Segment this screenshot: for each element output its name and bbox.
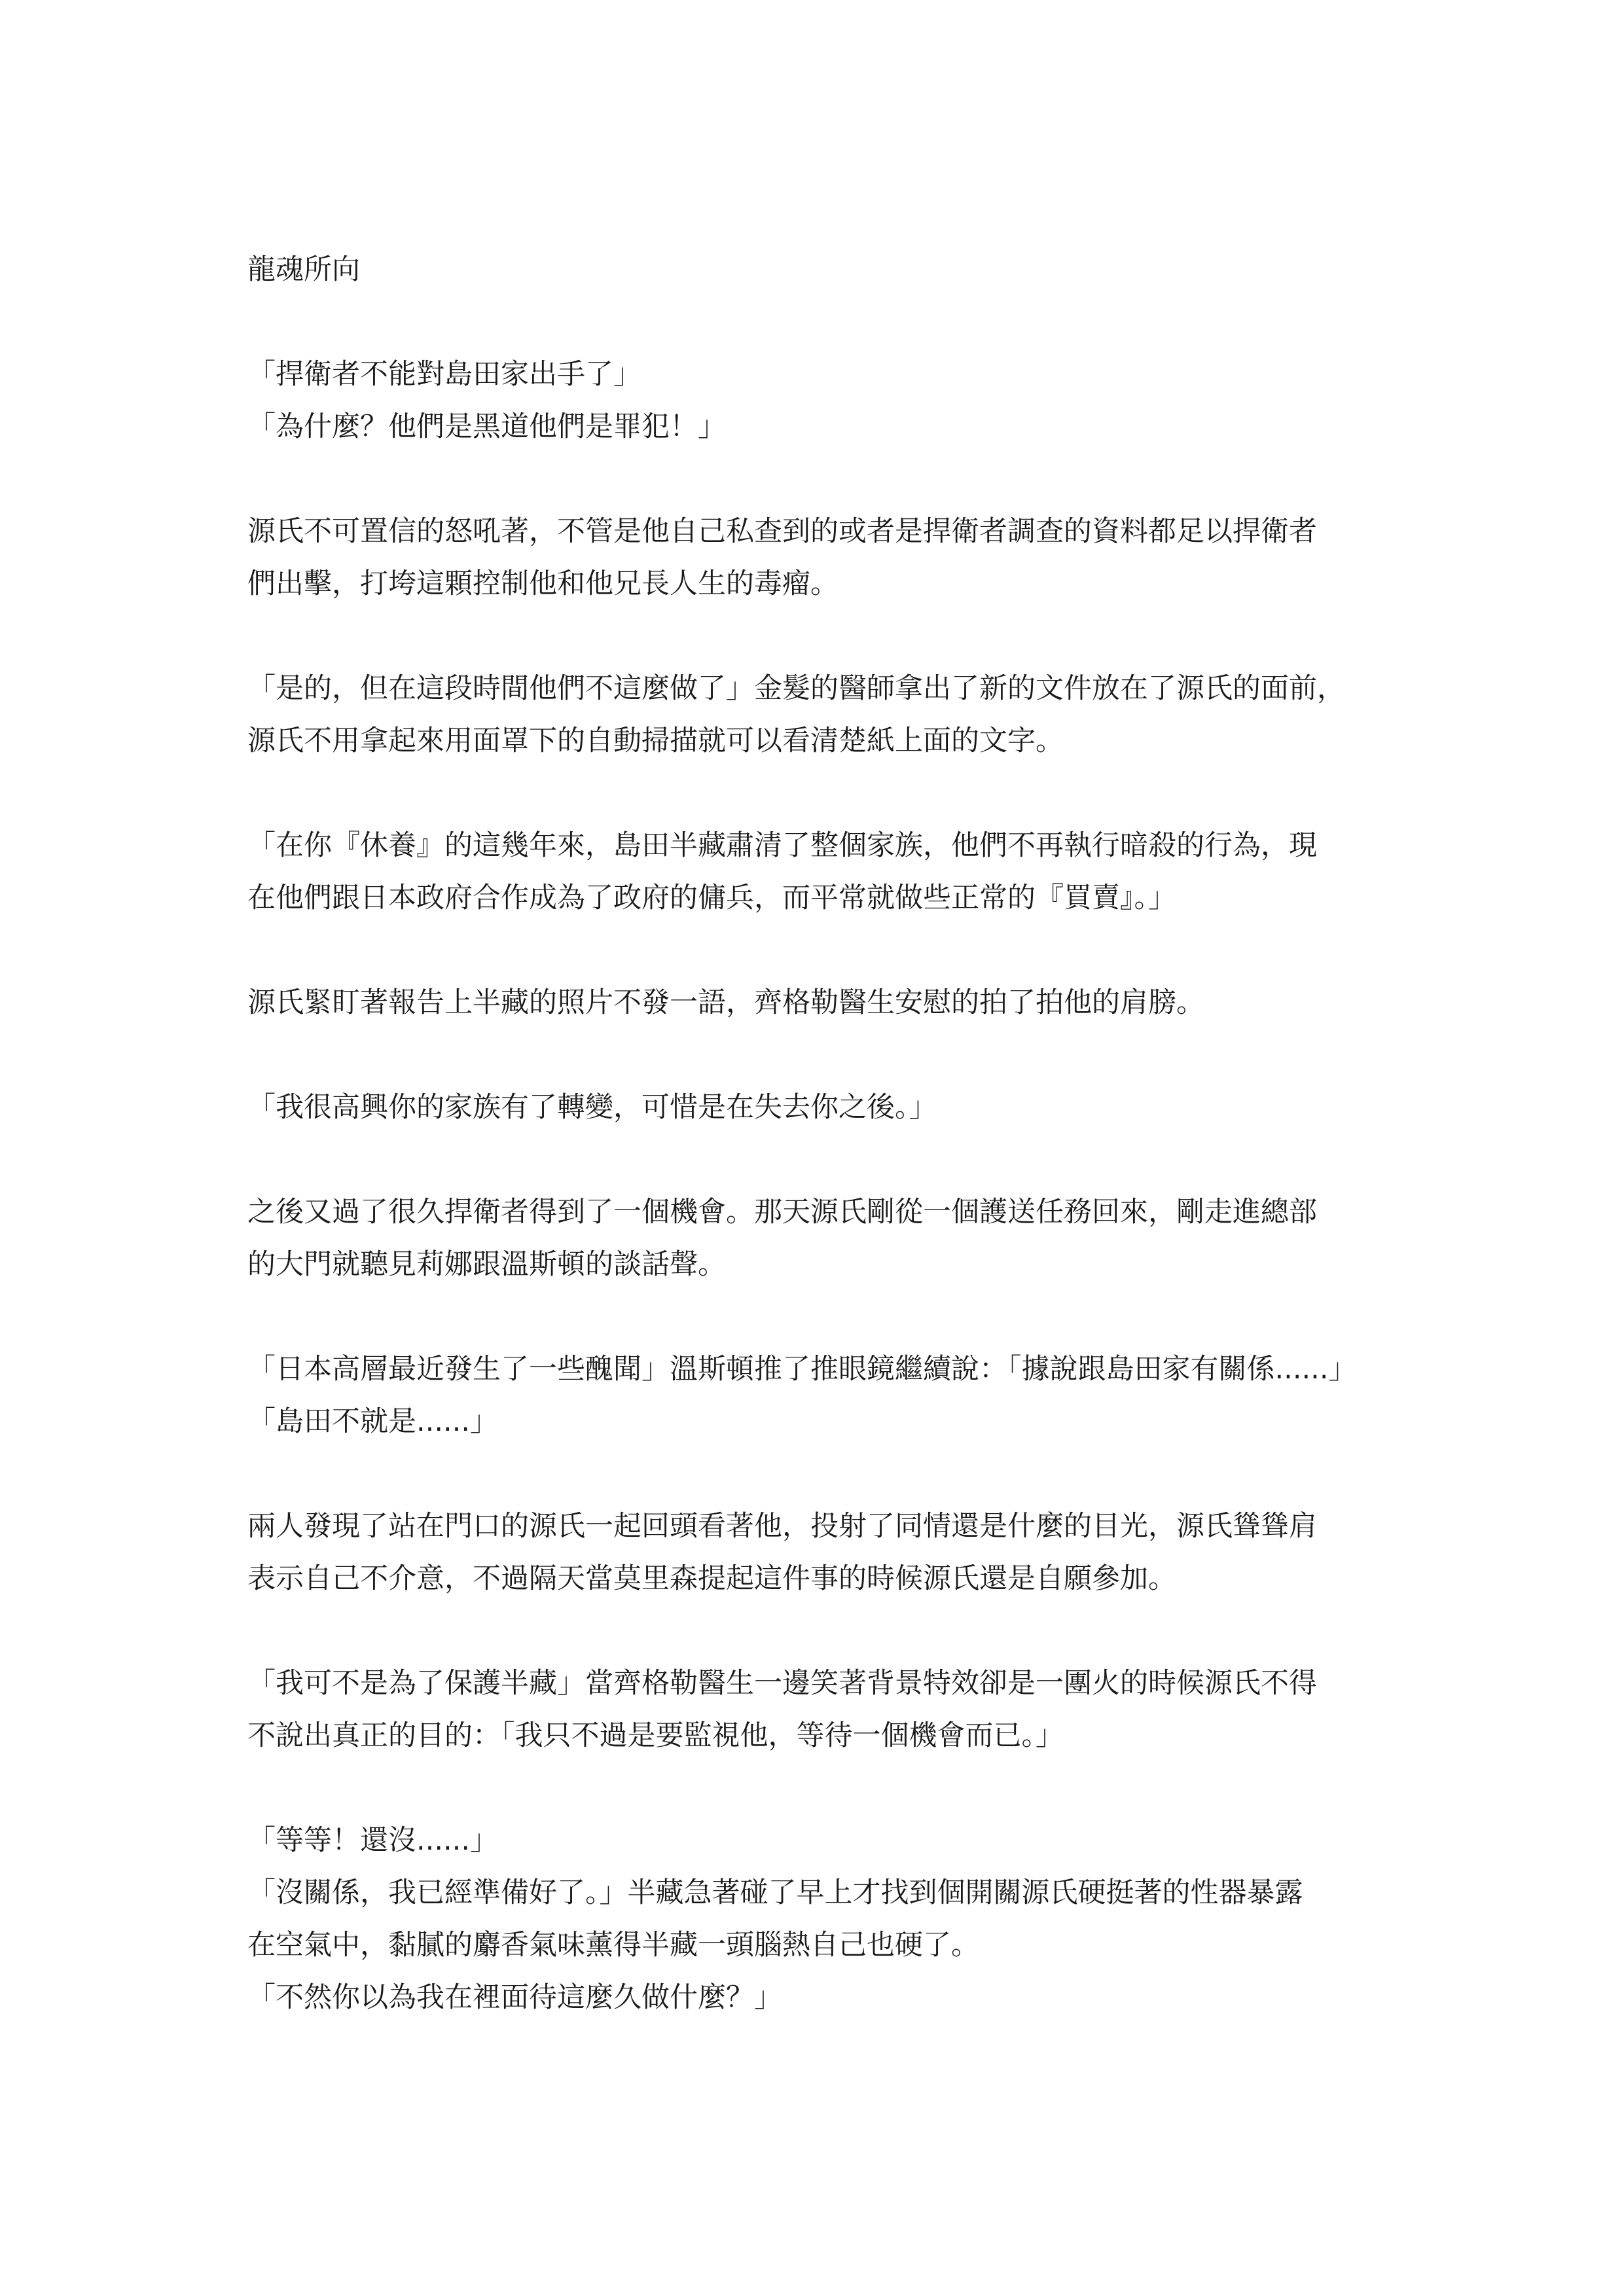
text-line: 表示自己不介意，不過隔天當莫里森提起這件事的時候源氏還是自願參加。 [247,1562,1176,1595]
text-line: 「我很高興你的家族有了轉變，可惜是在失去你之後。」 [247,1091,937,1124]
document-title: 龍魂所向 [247,253,360,286]
text-line: 源氏緊盯著報告上半藏的照片不發一語，齊格勒醫生安慰的拍了拍他的肩膀。 [247,986,1204,1019]
paragraph [247,348,1399,453]
text-line: 「是的，但在這段時間他們不這麼做了」金髮的醫師拿出了新的文件放在了源氏的面前， [247,672,1345,705]
paragraph [247,1814,1399,2024]
text-line: 在空氣中，黏膩的麝香氣味薰得半藏一頭腦熱自己也硬了。 [247,1929,979,1962]
text-line: 「沒關係，我已經準備好了。」半藏急著碰了早上才找到個開關源氏硬挺著的性器暴露 [247,1876,1303,1909]
text-line: 「日本高層最近發生了一些醜聞」溫斯頓推了推眼鏡繼續說：「據說跟島田家有關係......」 [247,1353,1357,1386]
text-line: 「等等！還沒......」 [247,1824,499,1857]
text-line: 「捍衛者不能對島田家出手了」 [247,358,641,391]
paragraph [247,1343,1399,1448]
document-page [247,243,1399,2024]
paragraph [247,819,1399,924]
text-line: 不說出真正的目的：「我只不過是要監視他，等待一個機會而已。」 [247,1719,1064,1752]
paragraph [247,662,1399,767]
paragraph [247,1186,1399,1291]
text-line: 源氏不可置信的怒吼著，不管是他自己私查到的或者是捍衛者調查的資料都足以捍衛者 [247,515,1317,548]
text-line: 的大門就聽見莉娜跟溫斯頓的談話聲。 [247,1248,726,1281]
text-line: 在他們跟日本政府合作成為了政府的傭兵，而平常就做些正常的『買賣』。」 [247,882,1176,914]
text-line: 「為什麼？他們是黑道他們是罪犯！」 [247,410,726,443]
paragraph [247,1081,1399,1134]
text-line: 們出擊，打垮這顆控制他和他兄長人生的毒瘤。 [247,567,839,600]
paragraph [247,1657,1399,1762]
paragraph [247,1500,1399,1605]
text-line: 「在你『休養』的這幾年來，島田半藏肅清了整個家族，他們不再執行暗殺的行為，現 [247,829,1317,862]
text-line: 「不然你以為我在裡面待這麼久做什麼？」 [247,1981,782,2014]
text-line: 之後又過了很久捍衛者得到了一個機會。那天源氏剛從一個護送任務回來，剛走進總部 [247,1196,1317,1229]
text-line: 「我可不是為了保護半藏」當齊格勒醫生一邊笑著背景特效卻是一團火的時候源氏不得 [247,1667,1317,1700]
text-line: 「島田不就是......」 [247,1405,499,1438]
paragraph [247,505,1399,610]
paragraph [247,977,1399,1029]
text-line: 源氏不用拿起來用面罩下的自動掃描就可以看清楚紙上面的文字。 [247,725,1064,757]
text-line: 兩人發現了站在門口的源氏一起回頭看著他，投射了同情還是什麼的目光，源氏聳聳肩 [247,1510,1317,1543]
